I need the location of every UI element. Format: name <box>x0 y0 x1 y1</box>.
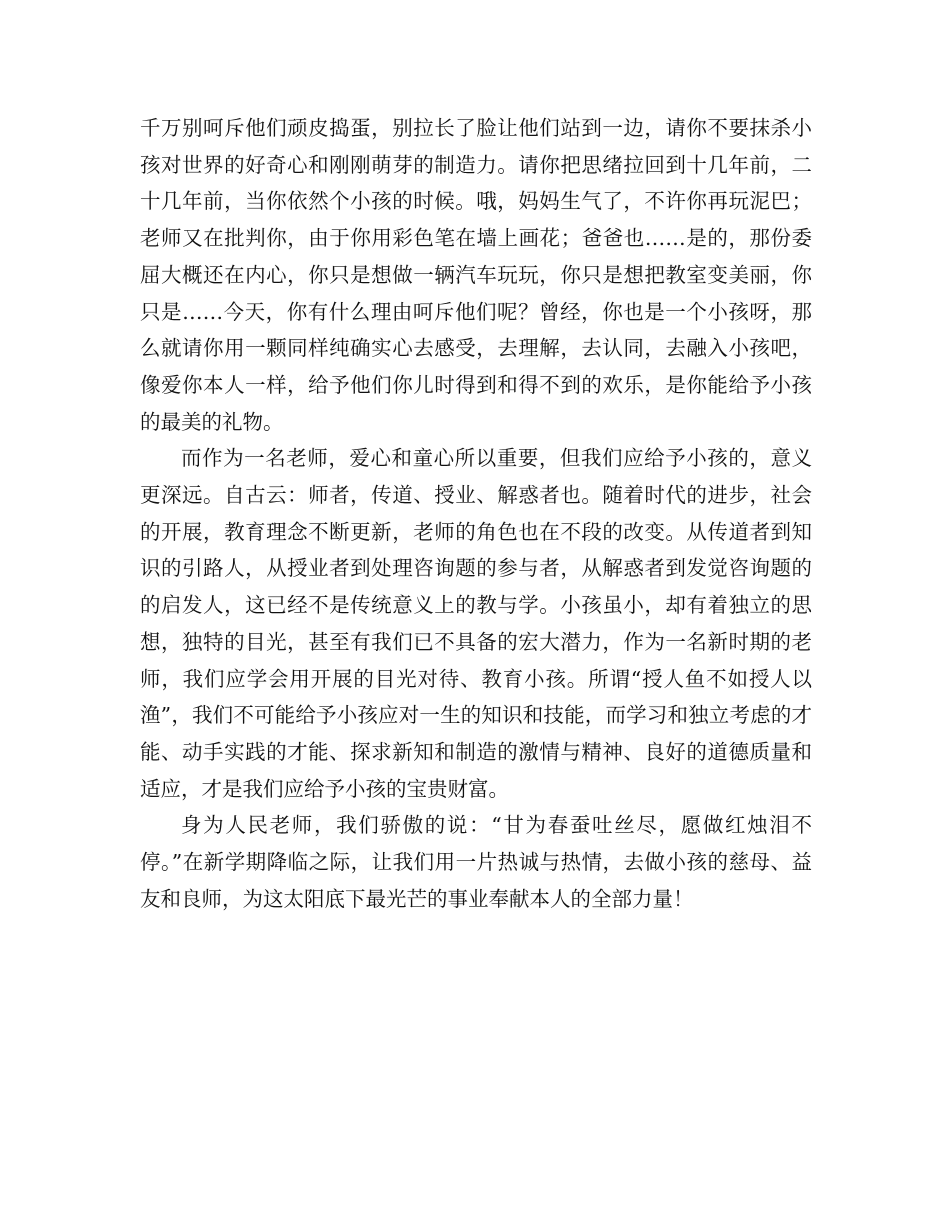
paragraph-3: 身为人民老师，我们骄傲的说：“甘为春蚕吐丝尽，愿做红烛泪不停。”在新学期降临之际，让我们用一片热诚与热情，去做小孩的慈母、益友和良师，为这太阳底下最光芒的事业奉献本人的全部力量！ <box>140 813 812 911</box>
paragraph-2: 而作为一名老师，爱心和童心所以重要，但我们应给予小孩的，意义更深远。自古云：师者，传道、授业、解惑者也。随着时代的进步，社会的开展，教育理念不断更新，老师的角色也在不段的改变。从传道者到知识的引路人，从授业者到处理咨询题的参与者，从解惑者到发觉咨询题的的启发人，这已经不是传统意义上的教与学。小孩虽小，却有着独立的思想，独特的目光，甚至有我们已不具备的宏大潜力，作为一名新时期的老师，我们应学会用开展的目光对待、教育小孩。所谓“授人鱼不如授人以渔”，我们不可能给予小孩应对一生的知识和技能，而学习和独立考虑的才能、动手实践的才能、探求新知和制造的激情与精神、良好的道德质量和适应，才是我们应给予小孩的宝贵财富。 <box>140 446 812 801</box>
paragraph-1: 千万别呵斥他们顽皮捣蛋，别拉长了脸让他们站到一边，请你不要抹杀小孩对世界的好奇心和刚刚萌芽的制造力。请你把思绪拉回到十几年前，二十几年前，当你依然个小孩的时候。哦，妈妈生气了，不许你再玩泥巴；老师又在批判你，由于你用彩色笔在墙上画花；爸爸也……是的，那份委屈大概还在内心，你只是想做一辆汽车玩玩，你只是想把教室变美丽，你只是……今天，你有什么理由呵斥他们呢？曾经，你也是一个小孩呀，那么就请你用一颗同样纯确实心去感受，去理解，去认同，去融入小孩吧，像爱你本人一样，给予他们你儿时得到和得不到的欢乐，是你能给予小孩的最美的礼物。 <box>140 116 812 434</box>
document-page <box>140 110 812 917</box>
